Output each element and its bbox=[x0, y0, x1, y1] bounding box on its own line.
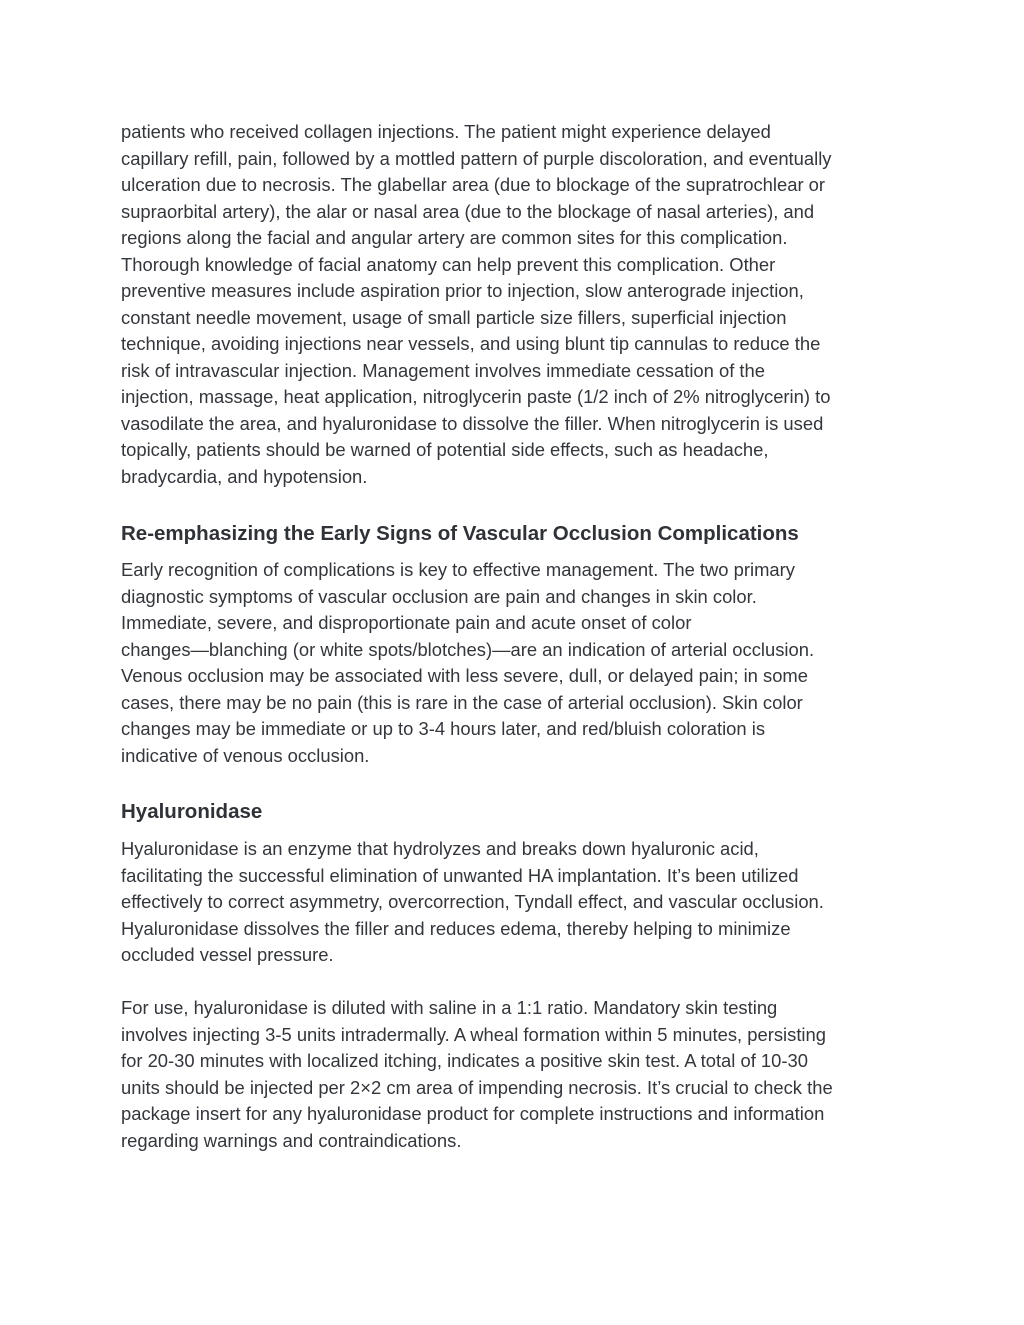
section-heading-early-signs: Re-emphasizing the Early Signs of Vascular Occlusion Complications bbox=[121, 522, 799, 545]
early-signs-paragraph: Early recognition of complications is key to effective management. The two primary diagnostic symptoms of vascular occlusion are pain and changes in skin color. Immediate, severe, and disproportionate pain and acute onset of color changes—blanching (or white spots/blotches)—are an indication of arterial occlusion. Venous occlusion may be associated with less severe, dull, or delayed pain; in some cases, there may be no pain (this is rare in the case of arterial occlusion). Skin color changes may be immediate or up to 3-4 hours later, and red/bluish coloration is indicative of venous occlusion. bbox=[121, 559, 815, 766]
section-heading-hyaluronidase: Hyaluronidase bbox=[121, 800, 263, 823]
intro-paragraph: patients who received collagen injections. The patient might experience delayed capillary refill, pain, followed by a mottled pattern of purple discoloration, and eventually ulceration due to necrosis. The glabellar area (due to blockage of the supratrochlear or supraorbital artery), the alar or nasal area (due to the blockage of nasal arteries), and regions along the facial and angular artery are common sites for this complication. Thorough knowledge of facial anatomy can help prevent this complication. Other preventive measures include aspiration prior to injection, slow anterograde injection, constant needle movement, usage of small particle size fillers, superficial injection technique, avoiding injections near vessels, and using blunt tip cannulas to reduce the risk of intravascular injection. Management involves immediate cessation of the injection, massage, heat application, nitroglycerin paste (1/2 inch of 2% nitroglycerin) to vasodilate the area, and hyaluronidase to dissolve the filler. When nitroglycerin is used topically, patients should be warned of potential side effects, such as headache, bradycardia, and hypotension. bbox=[121, 121, 832, 487]
document-page bbox=[121, 119, 911, 1154]
hyaluronidase-paragraph-2: For use, hyaluronidase is diluted with saline in a 1:1 ratio. Mandatory skin testing involves injecting 3-5 units intradermally. A wheal formation within 5 minutes, persisting for 20-30 minutes with localized itching, indicates a positive skin test. A total of 10-30 units should be injected per 2×2 cm area of impending necrosis. It’s crucial to check the package insert for any hyaluronidase product for complete instructions and information regarding warnings and contraindications. bbox=[121, 997, 833, 1151]
hyaluronidase-paragraph-1: Hyaluronidase is an enzyme that hydrolyzes and breaks down hyaluronic acid, facilitating the successful elimination of unwanted HA implantation. It’s been utilized effectively to correct asymmetry, overcorrection, Tyndall effect, and vascular occlusion. Hyaluronidase dissolves the filler and reduces edema, thereby helping to minimize occluded vessel pressure. bbox=[121, 838, 824, 965]
